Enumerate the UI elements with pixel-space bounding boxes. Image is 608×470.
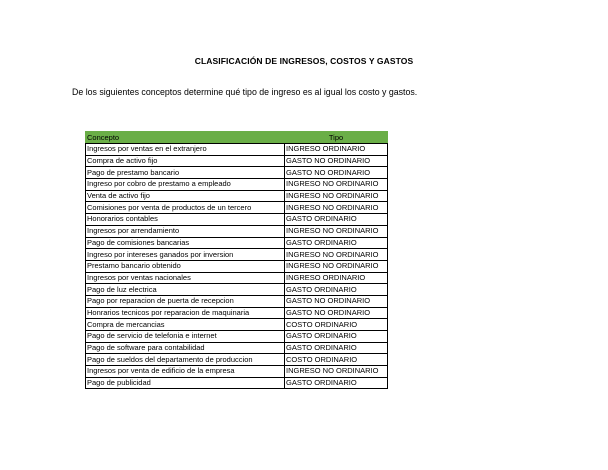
type-cell: INGRESO NO ORDINARIO xyxy=(285,366,388,378)
table-row xyxy=(86,144,388,156)
type-cell: GASTO NO ORDINARIO xyxy=(285,307,388,319)
table-row xyxy=(86,354,388,366)
concept-cell: Compra de activo fijo xyxy=(86,155,285,167)
type-cell: INGRESO NO ORDINARIO xyxy=(285,179,388,191)
type-cell: GASTO NO ORDINARIO xyxy=(285,167,388,179)
concept-cell: Pago de sueldos del departamento de produccion xyxy=(86,354,285,366)
type-cell: COSTO ORDINARIO xyxy=(285,354,388,366)
table-row xyxy=(86,260,388,272)
type-cell: COSTO ORDINARIO xyxy=(285,319,388,331)
concept-cell: Pago de software para contabilidad xyxy=(86,342,285,354)
concept-cell: Pago de prestamo bancario xyxy=(86,167,285,179)
table-row xyxy=(86,225,388,237)
classification-table xyxy=(85,131,388,389)
type-cell: GASTO NO ORDINARIO xyxy=(285,155,388,167)
concept-cell: Ingresos por ventas en el extranjero xyxy=(86,144,285,156)
table-row xyxy=(86,366,388,378)
table-row xyxy=(86,295,388,307)
type-cell: INGRESO NO ORDINARIO xyxy=(285,249,388,261)
table-row xyxy=(86,237,388,249)
concept-cell: Ingreso por cobro de prestamo a empleado xyxy=(86,179,285,191)
table-row xyxy=(86,179,388,191)
concept-cell: Honorarios contables xyxy=(86,214,285,226)
document-title: CLASIFICACIÓN DE INGRESOS, COSTOS Y GASTOS xyxy=(194,56,414,66)
concept-cell: Pago de comisiones bancarias xyxy=(86,237,285,249)
table-row xyxy=(86,190,388,202)
type-cell: INGRESO NO ORDINARIO xyxy=(285,225,388,237)
type-cell: INGRESO ORDINARIO xyxy=(285,272,388,284)
header-type: Tipo xyxy=(285,132,388,144)
concept-cell: Pago por reparacion de puerta de recepcion xyxy=(86,295,285,307)
table-header-row xyxy=(86,132,388,144)
type-cell: GASTO ORDINARIO xyxy=(285,331,388,343)
type-cell: INGRESO NO ORDINARIO xyxy=(285,190,388,202)
type-cell: INGRESO ORDINARIO xyxy=(285,144,388,156)
concept-cell: Compra de mercancias xyxy=(86,319,285,331)
concept-cell: Ingresos por venta de edificio de la empresa xyxy=(86,366,285,378)
table-row xyxy=(86,167,388,179)
table-row xyxy=(86,249,388,261)
type-cell: INGRESO NO ORDINARIO xyxy=(285,260,388,272)
instructions-text: De los siguientes conceptos determine qué tipo de ingreso es al igual los costo y gastos. xyxy=(72,87,418,97)
type-cell: INGRESO NO ORDINARIO xyxy=(285,202,388,214)
concept-cell: Venta de activo fijo xyxy=(86,190,285,202)
concept-cell: Ingreso por intereses ganados por inversion xyxy=(86,249,285,261)
table-body xyxy=(86,144,388,389)
table-row xyxy=(86,155,388,167)
table-row xyxy=(86,319,388,331)
concept-cell: Ingresos por arrendamiento xyxy=(86,225,285,237)
type-cell: GASTO ORDINARIO xyxy=(285,377,388,389)
type-cell: GASTO ORDINARIO xyxy=(285,342,388,354)
table-row xyxy=(86,377,388,389)
concept-cell: Comisiones por venta de productos de un tercero xyxy=(86,202,285,214)
concept-cell: Pago de luz electrica xyxy=(86,284,285,296)
type-cell: GASTO NO ORDINARIO xyxy=(285,295,388,307)
concept-cell: Pago de servicio de telefonia e internet xyxy=(86,331,285,343)
table-row xyxy=(86,331,388,343)
table-row xyxy=(86,284,388,296)
type-cell: GASTO ORDINARIO xyxy=(285,214,388,226)
table-row xyxy=(86,307,388,319)
concept-cell: Prestamo bancario obtenido xyxy=(86,260,285,272)
table-row xyxy=(86,202,388,214)
type-cell: GASTO ORDINARIO xyxy=(285,237,388,249)
concept-cell: Honrarios tecnicos por reparacion de maquinaria xyxy=(86,307,285,319)
table-row xyxy=(86,342,388,354)
concept-cell: Ingresos por ventas nacionales xyxy=(86,272,285,284)
concept-cell: Pago de publicidad xyxy=(86,377,285,389)
header-concept: Concepto xyxy=(86,132,285,144)
type-cell: GASTO ORDINARIO xyxy=(285,284,388,296)
table-row xyxy=(86,272,388,284)
table-row xyxy=(86,214,388,226)
